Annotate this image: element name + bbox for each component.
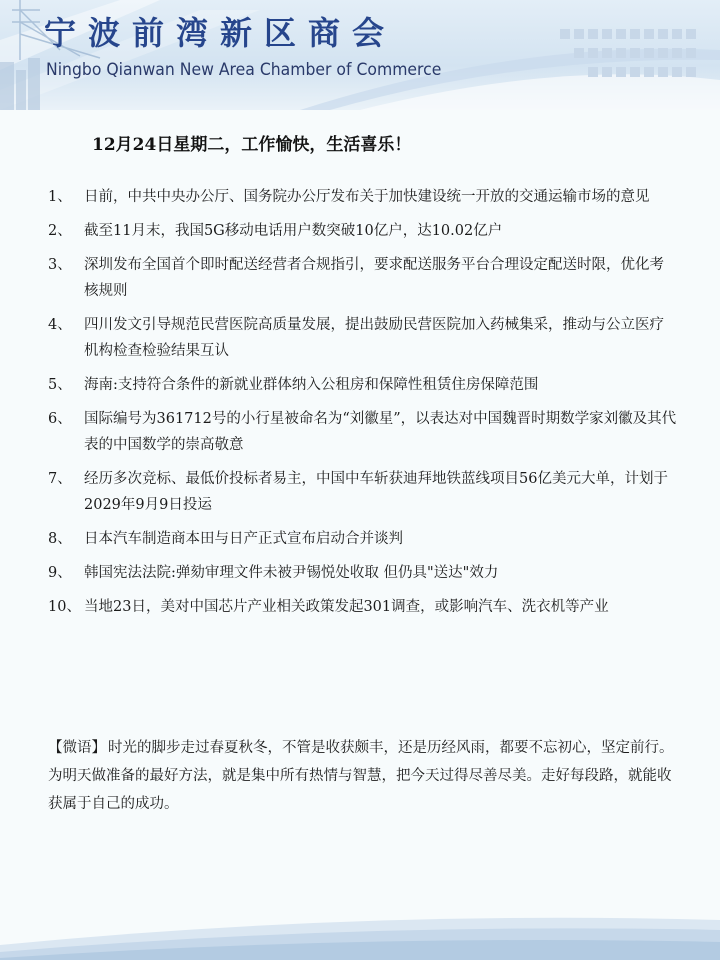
- news-item-text: 截至11月末，我国5G移动电话用户数突破10亿户，达10.02亿户: [84, 223, 503, 239]
- news-item: [48, 466, 678, 518]
- news-item-number: 2、: [48, 223, 72, 239]
- news-item: [48, 560, 678, 586]
- news-item-number: 5、: [48, 377, 72, 393]
- news-item-text: 日前，中共中央办公厅、国务院办公厅发布关于加快建设统一开放的交通运输市场的意见: [84, 189, 650, 205]
- news-item-text: 韩国宪法法院:弹劾审理文件未被尹锡悦处收取 但仍具"送达"效力: [84, 565, 499, 581]
- news-item-number: 10、: [48, 599, 81, 615]
- news-item-number: 1、: [48, 189, 72, 205]
- news-item: [48, 252, 678, 304]
- closing-remark-text: 时光的脚步走过春夏秋冬，不管是收获颇丰，还是历经风雨，都要不忘初心，坚定前行。为明天做准备的最好方法，就是集中所有热情与智慧，把今天过得尽善尽美。走好每段路，就能收获属于自己的成功。: [48, 740, 674, 812]
- news-item-number: 8、: [48, 531, 72, 547]
- news-item-number: 4、: [48, 317, 72, 333]
- news-item-number: 3、: [48, 257, 72, 273]
- news-item-text: 国际编号为361712号的小行星被命名为“刘徽星”，以表达对中国魏晋时期数学家刘徽及其代表的中国数学的崇高敬意: [84, 411, 677, 453]
- daily-headline: 12月24日星期二，工作愉快，生活喜乐！: [92, 135, 412, 155]
- news-item-text: 海南:支持符合条件的新就业群体纳入公租房和保障性租赁住房保障范围: [84, 377, 539, 393]
- news-item: [48, 594, 678, 620]
- news-item-text: 日本汽车制造商本田与日产正式宣布启动合并谈判: [84, 531, 403, 547]
- news-item-number: 9、: [48, 565, 72, 581]
- news-item-text: 四川发文引导规范民营医院高质量发展，提出鼓励民营医院加入药械集采，推动与公立医疗机构检查检验结果互认: [84, 317, 664, 359]
- news-list: [48, 184, 678, 628]
- news-item-text: 经历多次竞标、最低价投标者易主，中国中车斩获迪拜地铁蓝线项目56亿美元大单，计划于2029年9月9日投运: [84, 471, 668, 513]
- chamber-title-chinese: 宁波前湾新区商会: [44, 14, 397, 52]
- news-item-text: 深圳发布全国首个即时配送经营者合规指引，要求配送服务平台合理设定配送时限，优化考核规则: [84, 257, 664, 299]
- footer-wave-graphic: [0, 900, 720, 960]
- closing-remark: [48, 734, 678, 818]
- news-item-number: 7、: [48, 471, 72, 487]
- closing-remark-tag: 【微语】: [48, 740, 106, 756]
- news-item: [48, 406, 678, 458]
- news-item: [48, 218, 678, 244]
- news-item-number: 6、: [48, 411, 72, 427]
- chamber-title-english: Ningbo Qianwan New Area Chamber of Commerce: [46, 60, 442, 80]
- news-item: [48, 184, 678, 210]
- news-item: [48, 372, 678, 398]
- news-item: [48, 312, 678, 364]
- news-item: [48, 526, 678, 552]
- header-banner: [0, 0, 720, 110]
- news-item-text: 当地23日，美对中国芯片产业相关政策发起301调查，或影响汽车、洗衣机等产业: [84, 599, 609, 615]
- decorative-squares: [558, 26, 698, 83]
